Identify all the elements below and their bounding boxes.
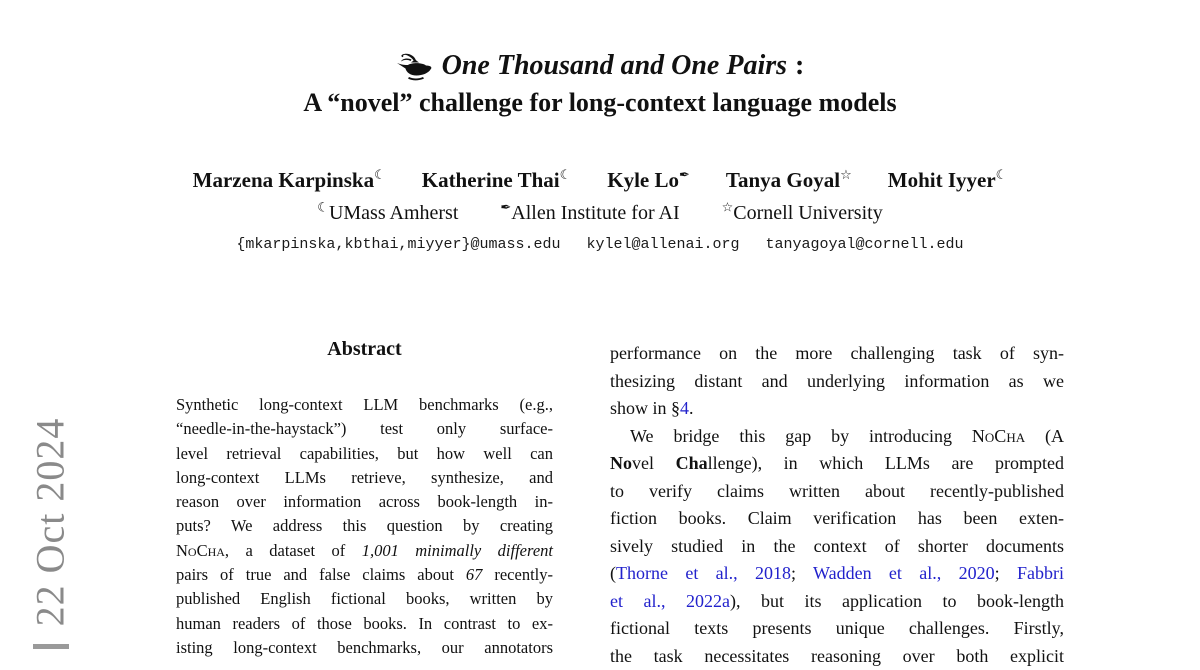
text-line (610, 505, 1064, 533)
authors-row (0, 168, 1200, 193)
text-span: No (610, 453, 632, 473)
text-span: 67 (466, 565, 483, 584)
email: tanyagoyal@cornell.edu (766, 236, 964, 253)
text-line (610, 423, 1064, 451)
text-span: Synthetic long-context LLM benchmarks (e.g., (176, 395, 553, 414)
text-span: level retrieval capabilities, but how well can (176, 444, 553, 463)
abstract-body (176, 393, 553, 660)
text-line (610, 478, 1064, 506)
text-line (176, 466, 553, 490)
text-span: isting long-context benchmarks, our annotators (176, 638, 553, 657)
title-colon: : (795, 50, 804, 82)
author-name: Tanya Goyal (726, 168, 840, 192)
text-line (610, 615, 1064, 643)
affiliation-name: UMass Amherst (329, 202, 458, 224)
text-span: ( (610, 563, 616, 583)
author (607, 168, 690, 193)
text-span: performance on the more challenging task of syn- (610, 343, 1064, 363)
text-line (176, 393, 553, 417)
affiliation (500, 202, 679, 225)
text-span: thesizing distant and underlying information as we (610, 371, 1064, 391)
text-span: reason over information across book-length in- (176, 492, 553, 511)
email: kylel@allenai.org (586, 236, 739, 253)
text-span: puts? We address this question by creating (176, 516, 553, 535)
text-line (610, 533, 1064, 561)
pen-affiliation-icon: ✒ (679, 168, 690, 183)
text-line (176, 636, 553, 660)
text-line (610, 340, 1064, 368)
text-span: pairs of true and false claims about (176, 565, 466, 584)
text-span: “needle-in-the-haystack”) test only surface- (176, 419, 553, 438)
text-span: NoCha (972, 426, 1025, 446)
text-span: fictional texts presents unique challenges. Firstly, (610, 618, 1064, 638)
author (726, 168, 852, 193)
paper-title-main: One Thousand and One Pairs (442, 50, 787, 82)
text-span: recently- (482, 565, 553, 584)
text-span: long-context LLMs retrieve, synthesize, and (176, 468, 553, 487)
text-span: , a dataset of (225, 541, 362, 560)
text-span: (A (1025, 426, 1064, 446)
text-span: . (689, 398, 694, 418)
moon-affiliation-icon: ☾ (996, 168, 1008, 183)
text-span: vel (632, 453, 676, 473)
affiliations-row (0, 202, 1200, 225)
reference-link[interactable]: Thorne et al., 2018 (616, 563, 791, 583)
text-line (610, 395, 1064, 423)
abstract-section (176, 338, 553, 660)
text-span: 1,001 minimally different (362, 541, 553, 560)
text-span: ; (995, 563, 1017, 583)
affiliation-name: Cornell University (733, 202, 882, 224)
text-span: sively studied in the context of shorter documents (610, 536, 1064, 556)
author (888, 168, 1008, 193)
text-line (610, 643, 1064, 670)
moon-affiliation-icon: ☾ (560, 168, 572, 183)
text-line (176, 417, 553, 441)
author (422, 168, 572, 193)
text-span: published English fictional books, written by (176, 589, 553, 608)
affiliation-name: Allen Institute for AI (511, 202, 679, 224)
text-span: Cha (676, 453, 708, 473)
moon-affiliation-icon: ☾ (317, 200, 329, 215)
genie-lamp-icon (396, 52, 434, 81)
author-name: Katherine Thai (422, 168, 560, 192)
text-span: ), but its application to book-length (730, 591, 1064, 611)
reference-link[interactable]: et al., 2022a (610, 591, 730, 611)
text-span: to verify claims written about recently-published (610, 481, 1064, 501)
emails-row (0, 236, 1200, 253)
author-name: Mohit Iyyer (888, 168, 996, 192)
title-line-1 (0, 50, 1200, 82)
abstract-heading: Abstract (176, 338, 553, 360)
moon-affiliation-icon: ☾ (374, 168, 386, 183)
text-line (176, 442, 553, 466)
title-line-2: A “novel” challenge for long-context language models (0, 88, 1200, 118)
affiliation (317, 202, 458, 225)
text-span: fiction books. Claim verification has been exten- (610, 508, 1064, 528)
author-name: Marzena Karpinska (193, 168, 374, 192)
text-line (176, 612, 553, 636)
text-span: human readers of those books. In contrast to ex- (176, 614, 553, 633)
reference-link[interactable]: Wadden et al., 2020 (813, 563, 995, 583)
pen-affiliation-icon: ✒ (500, 200, 511, 215)
text-line (610, 588, 1064, 616)
star-affiliation-icon: ☆ (722, 200, 734, 215)
text-line (176, 563, 553, 587)
text-line (176, 587, 553, 611)
affiliation (722, 202, 883, 225)
text-span: show in § (610, 398, 680, 418)
text-line (176, 514, 553, 538)
text-span: the task necessitates reasoning over both explicit (610, 646, 1064, 666)
author (193, 168, 386, 193)
text-line (176, 539, 553, 563)
author-name: Kyle Lo (607, 168, 679, 192)
text-span: llenge), in which LLMs are prompted (708, 453, 1064, 473)
text-line (610, 560, 1064, 588)
watermark-clipped-text (33, 644, 69, 649)
text-line (610, 450, 1064, 478)
text-span: ; (791, 563, 813, 583)
email: {mkarpinska,kbthai,miyyer}@umass.edu (236, 236, 560, 253)
intro-column (610, 340, 1064, 670)
text-line (176, 490, 553, 514)
text-span: NoCha (176, 541, 225, 560)
text-span: We bridge this gap by introducing (630, 426, 972, 446)
reference-link[interactable]: 4 (680, 398, 689, 418)
arxiv-date-watermark: 22 Oct 2024 (27, 418, 74, 627)
text-line (610, 368, 1064, 396)
reference-link[interactable]: Fabbri (1017, 563, 1064, 583)
star-affiliation-icon: ☆ (840, 168, 852, 183)
